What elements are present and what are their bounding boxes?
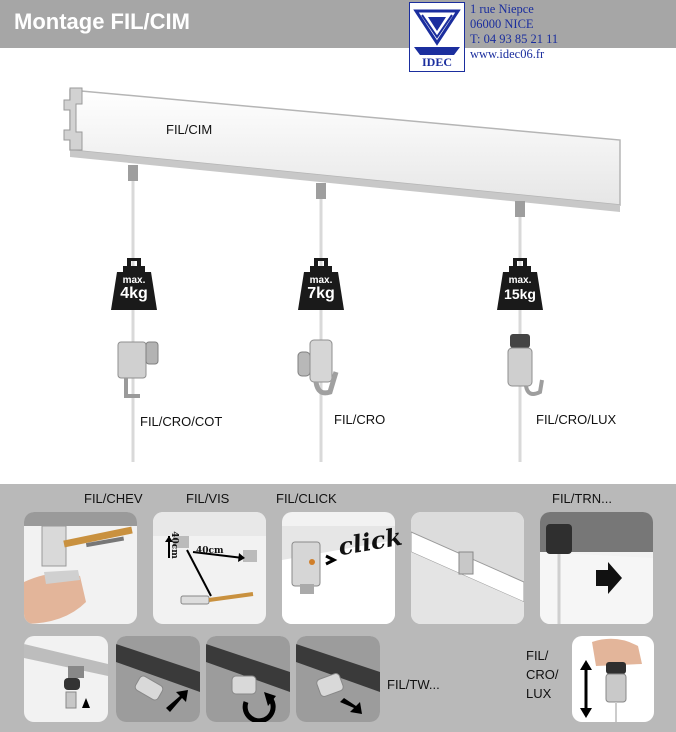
transition-icon (540, 512, 653, 624)
rail-end-icon (411, 512, 524, 624)
tile-tw-3 (206, 636, 290, 722)
dim-vertical: 40cm (168, 531, 179, 559)
label-lux-block (526, 646, 559, 703)
label-trn: FIL/TRN... (552, 491, 612, 506)
twist-step-4-icon (296, 636, 380, 722)
lux-adjust-icon (572, 636, 654, 722)
twist-step-2-icon (116, 636, 200, 722)
tile-trn (540, 512, 653, 624)
rail-label: FIL/CIM (166, 122, 213, 137)
label-lux-line2: CRO/ (526, 667, 559, 682)
twist-step-1-icon (24, 636, 108, 722)
hook-label-cot: FIL/CRO/COT (140, 414, 223, 429)
label-chev: FIL/CHEV (84, 491, 143, 506)
logo-text: IDEC (421, 55, 452, 69)
weight-prefix: max. (309, 275, 333, 286)
tile-vis (153, 512, 266, 624)
hook-label-cro: FIL/CRO (334, 412, 386, 427)
click-word: click (335, 521, 405, 562)
rail-body (70, 90, 620, 205)
hook-label-lux: FIL/CRO/LUX (536, 412, 617, 427)
label-vis: FIL/VIS (186, 491, 230, 506)
address-street: 1 rue Niepce (470, 2, 534, 16)
weight-badge-4kg (111, 258, 157, 310)
weight-badge-15kg (497, 258, 543, 310)
label-lux-line1: FIL/ (526, 648, 549, 663)
drill-icon (24, 512, 137, 624)
weight-badge-7kg (298, 258, 344, 310)
twist-step-3-icon (206, 636, 290, 722)
weight-value: 7kg (307, 285, 335, 302)
screw-diagram-icon (153, 512, 266, 624)
label-click: FIL/CLICK (276, 491, 337, 506)
hook-cot-icon (118, 342, 158, 396)
hook-lux-icon (508, 334, 542, 394)
page-title: Montage FIL/CIM (14, 9, 190, 34)
address-city: 06000 NICE (470, 17, 534, 31)
tile-tw-4 (296, 636, 380, 722)
tile-chev (24, 512, 137, 624)
tile-tw-1 (24, 636, 108, 722)
dim-horizontal: 40cm (196, 546, 224, 556)
address-phone: T: 04 93 85 21 11 (470, 32, 559, 46)
weight-value: 4kg (120, 285, 148, 302)
tile-lux (572, 636, 654, 722)
tile-tw-2 (116, 636, 200, 722)
label-tw: FIL/TW... (387, 677, 440, 692)
tile-rail-end (411, 512, 524, 624)
weight-prefix: max. (122, 275, 146, 286)
weight-prefix: max. (508, 275, 532, 286)
address-website[interactable]: www.idec06.fr (470, 47, 545, 61)
hook-cro-icon (298, 340, 336, 393)
weight-value: 15kg (504, 286, 536, 302)
label-lux-line3: LUX (526, 686, 552, 701)
